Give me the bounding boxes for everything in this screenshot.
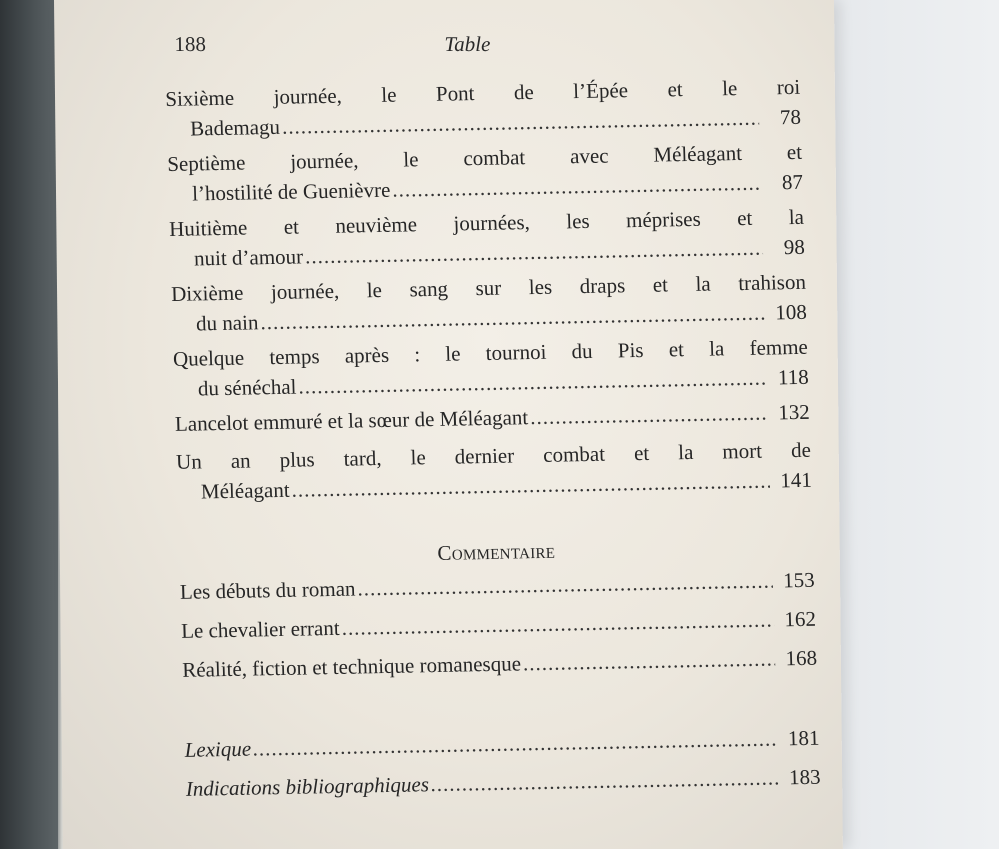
toc-entry <box>181 604 817 646</box>
toc-entry <box>165 72 802 144</box>
page-number: 188 <box>174 32 207 56</box>
toc-entry-page: 118 <box>777 364 810 390</box>
toc-entry-title: Lancelot emmuré et la sœur de Méléagant <box>174 405 529 436</box>
toc-entry-title-line1: Quelque temps après : le tournoi du Pis et la femme <box>172 334 809 371</box>
toc-entry <box>169 202 806 274</box>
toc-entry-page: 183 <box>788 764 821 790</box>
toc-entry <box>185 762 821 804</box>
toc-entry-page: 98 <box>783 234 806 260</box>
toc-entry-page: 153 <box>782 567 816 593</box>
toc-entry-title-line2: nuit d’amour <box>193 244 304 271</box>
toc-entry-title-line2: Bademagu <box>189 114 281 141</box>
toc-entry-title-line2: du sénéchal <box>197 374 297 401</box>
toc-entry <box>176 435 813 507</box>
dot-leader <box>522 644 775 679</box>
toc-entry-title: Lexique <box>184 736 252 762</box>
dot-leader <box>341 605 774 643</box>
toc-entry-page: 108 <box>774 299 808 325</box>
toc-entry <box>184 723 820 765</box>
toc-entry-page: 132 <box>777 399 811 425</box>
section-heading-commentaire: Commentaire <box>437 538 556 565</box>
dot-leader <box>357 566 773 604</box>
toc-entry-page: 168 <box>785 645 818 671</box>
dot-leader <box>530 398 768 433</box>
toc-entry-page: 181 <box>787 725 820 751</box>
toc-entry <box>167 137 804 209</box>
dot-leader <box>431 762 780 799</box>
toc-entry <box>175 397 811 439</box>
toc-entry-page: 141 <box>779 467 813 493</box>
toc-entry-title-line1: Un an plus tard, le dernier combat et la mort de <box>175 437 812 474</box>
back-matter <box>184 723 821 804</box>
toc-entry <box>173 332 810 404</box>
dot-leader <box>392 168 761 205</box>
book-page <box>54 0 843 849</box>
running-title: Table <box>444 32 491 56</box>
toc-entry <box>182 643 818 685</box>
page-header <box>174 32 774 62</box>
toc-entry-title-line2: du nain <box>195 310 259 336</box>
toc-entry-title: Le chevalier errant <box>180 615 340 643</box>
toc-entry-title: Réalité, fiction et technique romanesque <box>181 651 522 682</box>
toc-entry <box>171 267 808 339</box>
toc-entry-title-line2: Méléagant <box>200 477 290 504</box>
toc-entry-title-line1: Huitième et neuvième journées, les méprises et la <box>168 204 805 241</box>
toc-entry-page: 87 <box>781 169 804 195</box>
book-spine-shadow <box>0 0 58 849</box>
table-of-contents <box>165 72 821 813</box>
toc-entry-title: Indications bibliographiques <box>185 772 430 801</box>
toc-entry-title-line2: l’hostilité de Guenièvre <box>191 177 391 206</box>
toc-entry-title: Les débuts du roman <box>179 576 356 604</box>
toc-entry-title-line1: Dixième journée, le sang sur les draps et la trahison <box>170 269 807 306</box>
toc-entry-title-line1: Septième journée, le combat avec Méléagant et <box>166 139 803 176</box>
toc-entry-page: 162 <box>784 606 817 632</box>
toc-entry-page: 78 <box>779 104 802 130</box>
toc-entry-title-line1: Sixième journée, le Pont de l’Épée et le roi <box>164 74 801 111</box>
dot-leader <box>253 723 778 763</box>
